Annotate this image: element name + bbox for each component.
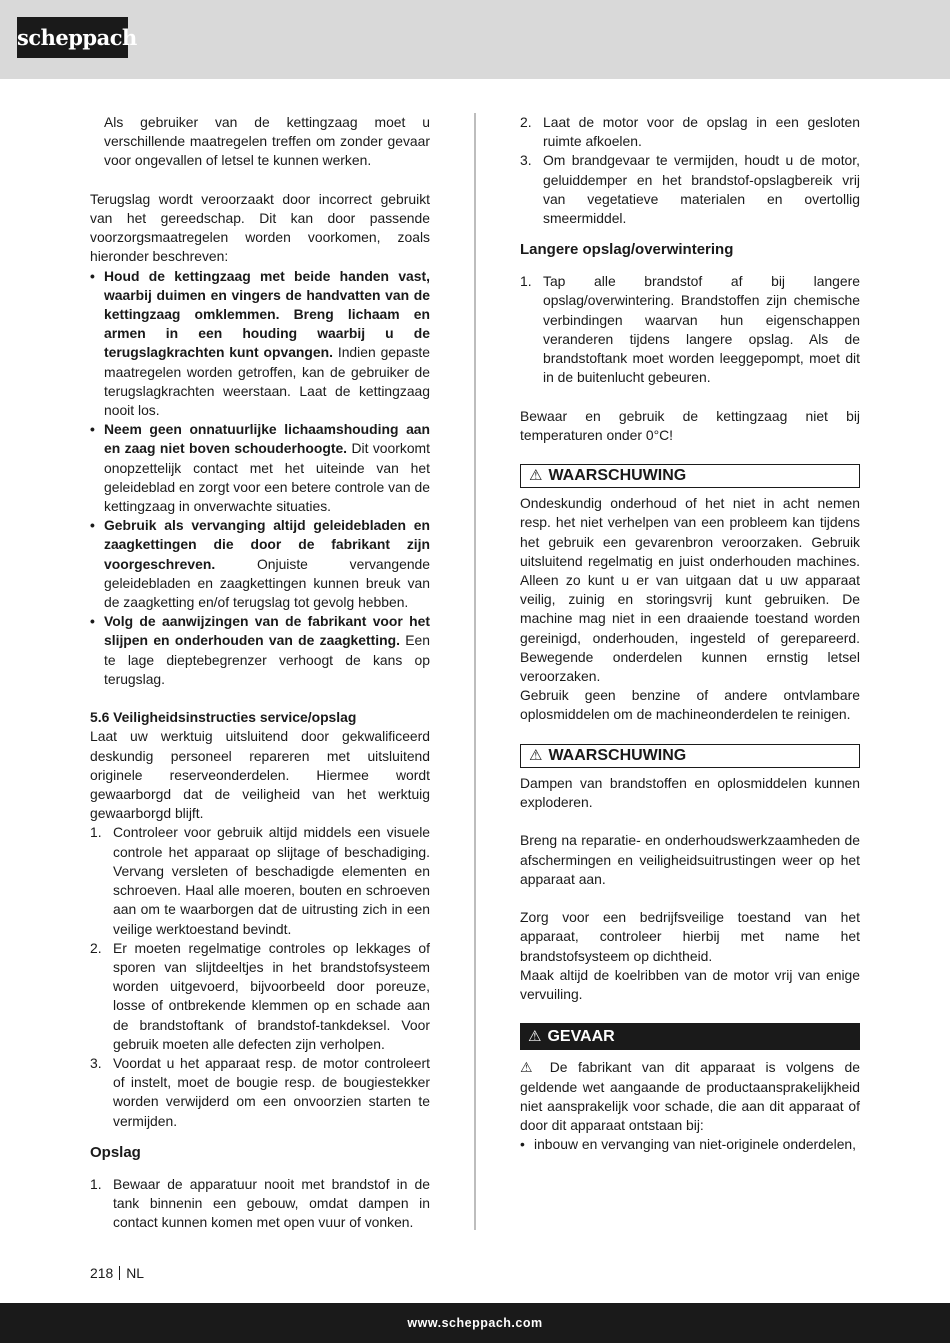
danger-box (520, 1023, 860, 1050)
list-item (520, 272, 860, 387)
warning-box-1 (520, 464, 860, 488)
item-text: Bewaar de apparatuur nooit met brandstof in de tank binnenin een gebouw, omdat dampen in contact kunnen komen met open vuur of vonken. (113, 1175, 430, 1231)
bullet-icon: • (90, 613, 95, 630)
bullet-text: Indien gepaste maatregelen worden getroffen, kan de gebruiker de terugslagkrachten weerstaan. Laat de kettingzaag nooit los. (104, 344, 430, 419)
danger-title: GEVAAR (547, 1028, 615, 1046)
bullet-icon: • (520, 1136, 525, 1153)
list-item (520, 113, 860, 151)
item-text: Tap alle brandstof af bij langere opslag/overwintering. Brandstoffen zijn chemische verbindingen waarvan hun eigenschappen veranderen tijdens langere opslag. Als de brandstoftank moet worden leeggepompt, moet dit in de buitenlucht gebeuren. (543, 273, 860, 386)
item-number: 1. (90, 1175, 102, 1192)
bullet-bold: Houd de kettingzaag met beide handen vast, waarbij duimen en vingers de handvatten van de kettingzaag omklemmen. Breng lichaam en armen in een houding waarbij u de terugslagkrachten kunt opvangen. (104, 267, 430, 361)
storage-heading: Opslag (90, 1143, 141, 1161)
warning-triangle-icon: ⚠ (529, 467, 543, 485)
header-bar (0, 0, 950, 79)
item-number: 3. (90, 1054, 102, 1071)
list-item (90, 420, 430, 516)
brand-logo: scheppach (17, 17, 128, 58)
item-text: Laat de motor voor de opslag in een gesloten ruimte afkoelen. (543, 114, 860, 150)
list-item (90, 516, 430, 612)
warning-text: Zorg voor een bedrijfsveilige toestand van het apparaat, controleer hierbij met name het brandstofsysteem op dichtheid. (520, 909, 860, 964)
warning-triangle-icon: ⚠ (528, 1028, 542, 1046)
intro-text: Als gebruiker van de kettingzaag moet u verschillende maatregelen treffen om zonder gevaar voor ongevallen of letsel te kunnen werken. (104, 114, 430, 169)
item-number: 1. (520, 273, 532, 290)
list-item (520, 1135, 860, 1154)
item-text: Voordat u het apparaat resp. de motor controleert of instelt, moet de bougie resp. de bougiestekker worden verwijderd om een onvoorzien starten te vermijden. (113, 1054, 430, 1129)
item-number: 3. (520, 152, 532, 169)
warning-text: Maak altijd de koelribben van de motor vrij van enige vervuiling. (520, 966, 860, 1003)
item-text: Er moeten regelmatige controles op lekkages of sporen van slijtdeeltjes in het brandstofsysteem worden uitgevoerd, bijvoorbeeld door poreuze, losse of ontbrekende klemmen op en schade aan de brandstoftank of brandstof-tankdeksel. Voor gebruik moeten alle defecten zijn verholpen. (113, 939, 430, 1052)
bullet-bold: Gebruik als vervanging altijd geleidebladen en zaagkettingen die door de fabrikant zijn voorgeschreven. (104, 517, 430, 572)
item-number: 2. (90, 939, 102, 956)
danger-text-body: De fabrikant van dit apparaat is volgens de geldende wet aangaande de productaansprakelijkheid niet aansprakelijk voor schade, die aan dit apparaat of door dit apparaat ontstaan bij: (520, 1059, 861, 1134)
warning-text: Dampen van brandstoffen en oplosmiddelen kunnen exploderen. (520, 774, 860, 811)
warning-triangle-icon: ⚠ (529, 746, 543, 764)
bullet-icon: • (90, 267, 95, 284)
bullet-bold: Neem geen onnatuurlijke lichaamshouding aan en zaag niet boven schouderhoogte. (104, 421, 430, 457)
footer-bar (0, 1303, 950, 1343)
bullet-text: Onjuiste vervangende geleidebladen en zaagkettingen kunnen breuk van de zaagketting en/of terugslag tot gevolg hebben. (104, 555, 430, 611)
left-column (90, 113, 430, 1232)
page-num: 218 (90, 1265, 114, 1281)
list-item (90, 1175, 430, 1233)
language-code: NL (126, 1265, 144, 1281)
long-storage-heading: Langere opslag/overwintering (520, 241, 734, 259)
list-item (90, 823, 430, 938)
item-text: Controleer voor gebruik altijd middels een visuele controle het apparaat op slijtage of beschadiging. Vervang versleten of beschadigde elementen en schroeven. Haal alle moeren, bouten en schroeven aan om te waarborgen dat de uitrusting zich in een veilige werktoestand bevindt. (113, 824, 430, 937)
service-numbered-list (90, 823, 430, 1130)
warning-text: Ondeskundig onderhoud of het niet in acht nemen resp. het niet verhelpen van een probleem kan tijdens het gebruik een gevarenbron veroorzaken. Gebruik uitsluitend regelmatig en juist onderhouden machines. Alleen zo kunt u er van uitgaan dat u uw apparaat veilig, zuinig en storingsvrij kunt gebruiken. De machine mag niet in een draaiende toestand worden gereinigd, onderhouden, ingesteld of gerepareerd. Bewegende onderdelen kunnen ernstig letsel veroorzaken. (520, 495, 860, 685)
bullet-icon: • (90, 421, 95, 438)
bullet-bold: Volg de aanwijzingen van de fabrikant voor het slijpen en onderhouden van de zaagketting. (104, 613, 430, 649)
warning-triangle-icon: ⚠ (520, 1059, 550, 1076)
bullet-text: Dit voorkomt onopzettelijk contact met het uiteinde van het geleideblad en zorgt voor een betere controle van de kettingzaag in onverwachte situaties. (104, 440, 430, 515)
right-column (520, 113, 860, 1154)
bullet-icon: • (90, 517, 95, 534)
list-item (90, 939, 430, 1054)
warning-text: Gebruik geen benzine of andere ontvlambare oplosmiddelen om de machineonderdelen te reinigen. (520, 687, 860, 723)
item-number: 1. (90, 824, 102, 841)
section-title: 5.6 Veiligheidsinstructies service/opslag (90, 709, 357, 726)
list-item (90, 1054, 430, 1131)
list-item (520, 151, 860, 228)
website-link[interactable]: www.scheppach.com (407, 1316, 543, 1330)
bullet-text: Een te lage dieptebegrenzer verhoogt de kans op terugslag. (104, 632, 430, 687)
warning-text: Breng na reparatie- en onderhoudswerkzaamheden de afschermingen en veiligheidsuitrustingen weer op het apparaat aan. (520, 832, 860, 887)
page-number (90, 1265, 144, 1281)
temperature-text: Bewaar en gebruik de kettingzaag niet bij temperaturen onder 0°C! (520, 407, 860, 443)
danger-text (520, 1058, 860, 1135)
list-item (90, 612, 430, 689)
item-text: Om brandgevaar te vermijden, houdt u de motor, geluiddemper en het brandstof-opslagbereik vrij van vegetatieve materialen en overtollig smeermiddel. (543, 152, 860, 227)
item-text: inbouw en vervanging van niet-originele onderdelen, (534, 1136, 857, 1153)
section-text: Laat uw werktuig uitsluitend door gekwalificeerd deskundig personeel repareren met uitsluitend originele reserveonderdelen. Hiermee wordt gewaarborgd dat de veiligheid van het werktuig gewaarborgd blijft. (90, 728, 430, 822)
item-number: 2. (520, 114, 532, 130)
column-divider (474, 113, 476, 1230)
warning-title: WAARSCHUWING (548, 746, 687, 764)
warning-box-2 (520, 744, 860, 768)
list-item (90, 267, 430, 421)
warning-title: WAARSCHUWING (548, 467, 687, 485)
kickback-bullet-list (90, 267, 430, 689)
kickback-text: Terugslag wordt veroorzaakt door incorrect gebruikt van het gereedschap. Dit kan door passende voorzorgsmaatregelen worden voorkomen, zoals hieronder beschreven: (90, 190, 430, 265)
